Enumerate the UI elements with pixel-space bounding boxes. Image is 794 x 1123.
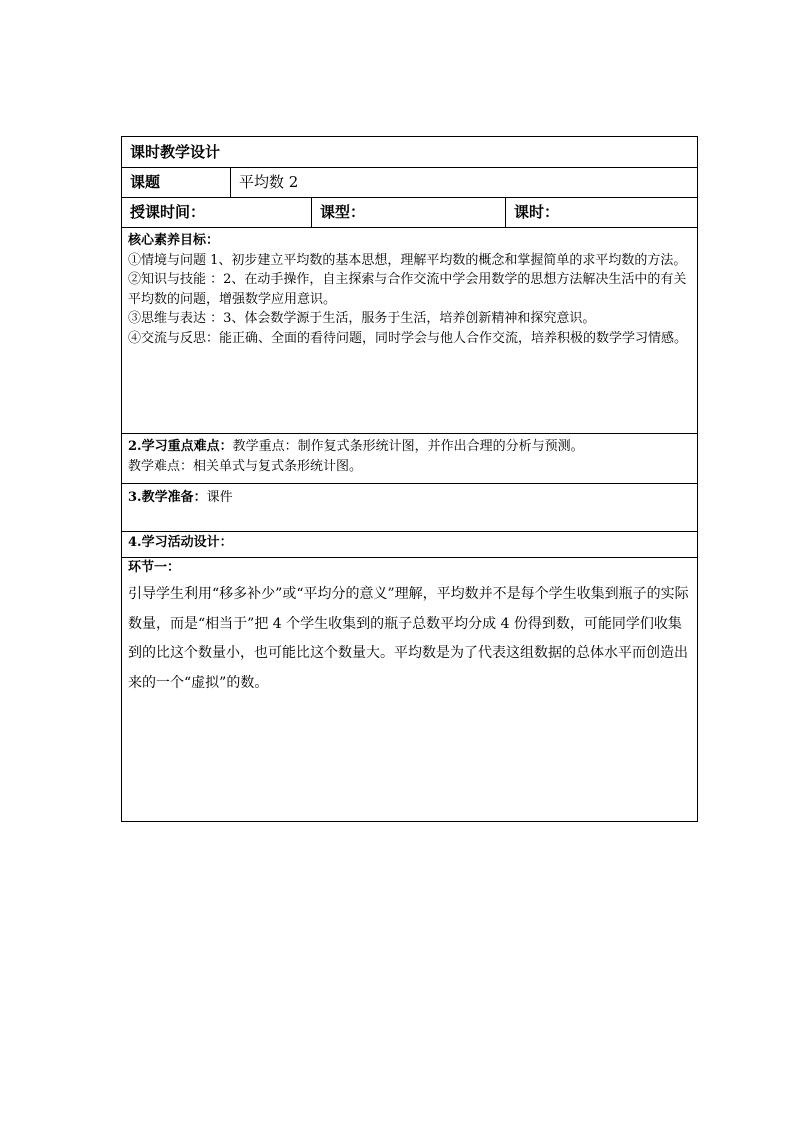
meta-row bbox=[122, 198, 698, 228]
preparation-cell bbox=[122, 484, 698, 532]
preparation-value: 课件 bbox=[206, 490, 233, 505]
doc-title: 课时教学设计 bbox=[122, 137, 698, 168]
goal-line-1: ①情境与问题 1、初步建立平均数的基本思想，理解平均数的概念和掌握简单的求平均数的方法。 bbox=[128, 252, 687, 268]
class-period-label: 课时： bbox=[506, 198, 698, 228]
key-points-label: 2.学习重点难点： bbox=[128, 439, 233, 454]
title-row bbox=[122, 137, 698, 168]
goal-line-3: ③思维与表达 ：3、体会数学源于生活，服务于生活，培养创新精神和探究意识。 bbox=[128, 311, 596, 326]
lesson-type-label: 课型： bbox=[312, 198, 506, 228]
activity-heading-row bbox=[122, 532, 698, 558]
key-point-line bbox=[128, 437, 691, 457]
core-goals-heading: 核心素养目标： bbox=[128, 233, 220, 248]
lesson-design-sheet bbox=[121, 136, 697, 822]
prep-row bbox=[122, 484, 698, 532]
activity-design-label: 4.学习活动设计： bbox=[128, 535, 233, 550]
core-goals-cell bbox=[122, 228, 698, 434]
preparation-label: 3.教学准备： bbox=[128, 490, 207, 505]
key-point-text: 教学重点：制作复式条形统计图，并作出合理的分析与预测。 bbox=[232, 439, 584, 454]
activity-row bbox=[122, 558, 698, 822]
topic-value: 平均数 2 bbox=[231, 168, 698, 198]
goal-line-4: ④交流与反思：能正确、全面的看待问题，同时学会与他人合作交流，培养积极的数学学习情感。 bbox=[128, 330, 688, 346]
segment-heading: 环节一： bbox=[128, 560, 181, 575]
goals-row bbox=[122, 228, 698, 434]
topic-label: 课题 bbox=[122, 168, 231, 198]
focus-row bbox=[122, 434, 698, 484]
activity-text: 引导学生利用“移多补少”或“平均分的意义”理解，平均数并不是每个学生收集到瓶子的实际数量，而是“相当于”把 4 个学生收集到的瓶子总数平均分成 4 份得到数，可能同学们收集到的比这个数量小，也可能比这个数量大。平均数是为了代表这组数据的总体水平而创造出来的一个“虚拟”的数。 bbox=[128, 586, 689, 691]
difficulty-text: 教学难点：相关单式与复式条形统计图。 bbox=[128, 458, 363, 474]
teaching-time-label: 授课时间： bbox=[122, 198, 312, 228]
topic-row bbox=[122, 168, 698, 198]
goal-line-2: ②知识与技能 ：2、在动手操作，自主探索与合作交流中学会用数学的思想方法解决生活中的有关平均数的问题，增强数学应用意识。 bbox=[128, 272, 687, 307]
lesson-design-table bbox=[121, 136, 698, 822]
activity-cell bbox=[122, 558, 698, 822]
key-points-cell bbox=[122, 434, 698, 484]
activity-heading-cell bbox=[122, 532, 698, 558]
